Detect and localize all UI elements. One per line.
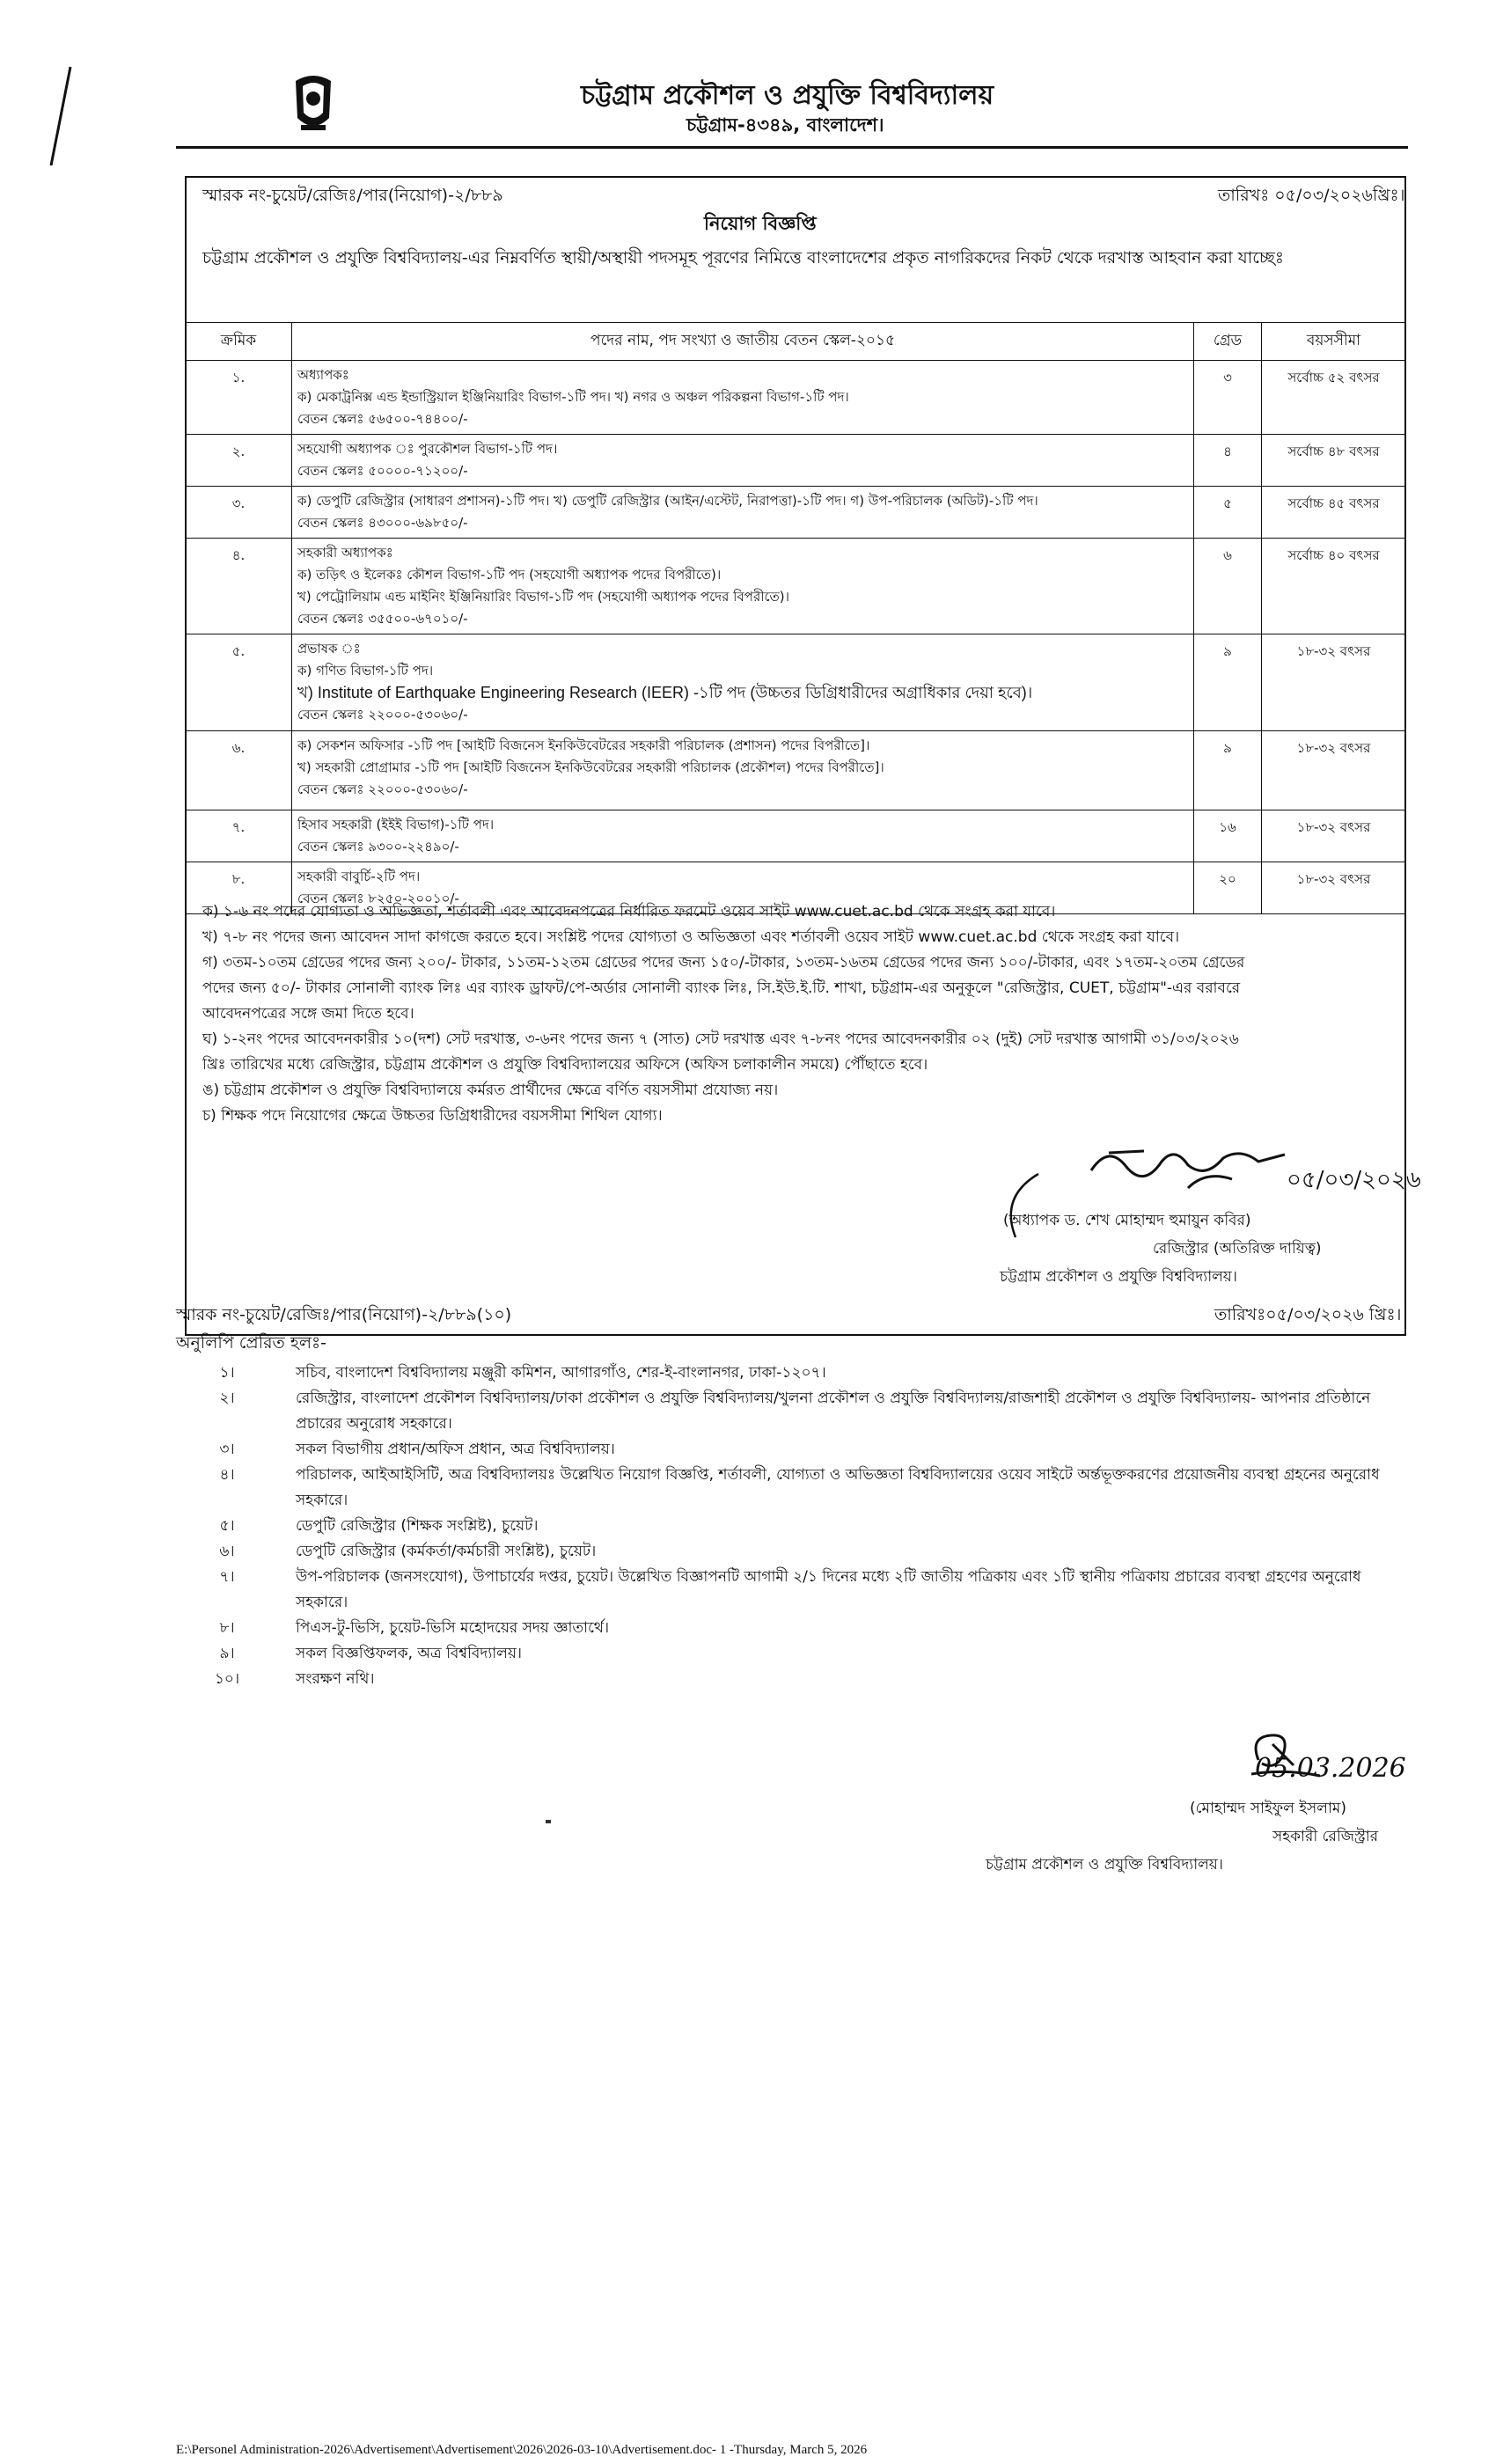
desc-line: অধ্যাপকঃ	[297, 367, 349, 383]
list-item	[176, 1360, 1417, 1386]
row-age-limit: ১৮-৩২ বৎসর	[1262, 862, 1406, 914]
list-item	[176, 1386, 1417, 1437]
desc-line: বেতন স্কেলঃ ২২০০০-৫৩০৬০/-	[297, 781, 468, 797]
desc-line: বেতন স্কেলঃ ৫৬৫০০-৭৪৪০০/-	[297, 411, 468, 427]
registrar-name: (অধ্যাপক ড. শেখ মোহাম্মদ হুমায়ুন কবির)	[1003, 1212, 1251, 1229]
list-item-text: উপ-পরিচালক (জনসংযোগ), উপাচার্যের দপ্তর, চুয়েট। উল্লেখিত বিজ্ঞাপনটি আগামী ২/১ দিনের মধ্যে ২টি জাতীয় পত্রিকায় এবং ১টি স্থানীয় পত্রিকায় প্রচারের ব্যবস্থা গ্রহণের অনুরোধ সহকারে।	[296, 1568, 1361, 1611]
desc-line: সহকারী বাবুর্চি-২টি পদ।	[297, 869, 421, 884]
list-item	[176, 1514, 1417, 1539]
registrar-signature-date: ০৫/০৩/২০২৬	[1287, 1167, 1421, 1193]
list-item-number: ৫।	[219, 1517, 235, 1535]
desc-line: হিসাব সহকারী (ইইই বিভাগ)-১টি পদ।	[297, 817, 495, 832]
row-age-limit: ১৮-৩২ বৎসর	[1262, 731, 1406, 810]
copy-heading: অনুলিপি প্রেরিত হলঃ-	[176, 1333, 326, 1353]
desc-line: প্রভাষক ঃ	[297, 641, 361, 656]
note-line: চ) শিক্ষক পদে নিয়োগের ক্ষেত্রে উচ্চতর ডিগ্রিধারীদের বয়সসীমা শিথিল যোগ্য।	[202, 1107, 663, 1125]
memo-date: তারিখঃ ০৫/০৩/২০২৬খ্রিঃ।	[1218, 186, 1405, 205]
list-item-text: সংরক্ষণ নথি।	[296, 1670, 375, 1688]
list-item	[176, 1667, 1417, 1692]
list-item-number: ৭।	[219, 1568, 235, 1586]
row-serial: ৮.	[186, 862, 292, 914]
list-item-text: ডেপুটি রেজিস্ট্রার (শিক্ষক সংশ্লিষ্ট), চুয়েট।	[296, 1517, 539, 1535]
row-description	[292, 361, 1194, 435]
row-age-limit: সর্বোচ্চ ৫২ বৎসর	[1262, 361, 1406, 435]
desc-line: বেতন স্কেলঃ ৩৫৫০০-৬৭০১০/-	[297, 611, 468, 627]
row-serial: ৭.	[186, 810, 292, 862]
desc-line: খ) পেট্রোলিয়াম এন্ড মাইনিং ইঞ্জিনিয়ারিং বিভাগ-১টি পদ (সহযোগী অধ্যাপক পদের বিপরীতে)।	[297, 589, 789, 605]
note-line: আবেদনপত্রের সঙ্গে জমা দিতে হবে।	[202, 1005, 414, 1023]
desc-line: সহযোগী অধ্যাপক ঃ পুরকৌশল বিভাগ-১টি পদ।	[297, 441, 558, 457]
row-serial: ৬.	[186, 731, 292, 810]
row-serial: ৩.	[186, 487, 292, 539]
row-grade: ৩	[1194, 361, 1262, 435]
list-item	[176, 1565, 1417, 1616]
note-line: খ্রিঃ তারিখের মধ্যে রেজিস্ট্রার, চট্টগ্রাম প্রকৌশল ও প্রযুক্তি বিশ্ববিদ্যালয়ের অফিসে (অফিস চলাকালীন সময়ে) পৌঁছাতে হবে।	[202, 1056, 928, 1074]
table-row	[186, 361, 1406, 435]
notice-intro: চট্টগ্রাম প্রকৌশল ও প্রযুক্তি বিশ্ববিদ্যালয়-এর নিম্নবর্ণিত স্থায়ী/অস্থায়ী পদসমূহ পূরণের নিমিত্তে বাংলাদেশের প্রকৃত নাগরিকদের নিকট থেকে দরখাস্ত আহবান করা যাচ্ছেঃ	[202, 248, 1284, 268]
desc-line: বেতন স্কেলঃ ৪৩০০০-৬৯৮৫০/-	[297, 515, 468, 531]
table-row	[186, 539, 1406, 634]
note-line: ঙ) চট্টগ্রাম প্রকৌশল ও প্রযুক্তি বিশ্ববিদ্যালয়ে কর্মরত প্রার্থীদের ক্ষেত্রে বর্ণিত বয়সসীমা প্রযোজ্য নয়।	[202, 1082, 779, 1099]
registrar-role: রেজিস্ট্রার (অতিরিক্ত দায়িত্ব)	[1153, 1240, 1322, 1258]
desc-line: খ) Institute of Earthquake Engineering Research (IEER) -১টি পদ (উচ্চতর ডিগ্রিধারীদের অগ্রাধিকার দেয়া হবে)।	[297, 684, 1033, 701]
table-row	[186, 731, 1406, 810]
row-grade: ২০	[1194, 862, 1262, 914]
note-line: ঘ) ১-২নং পদের আবেদনকারীর ১০(দশ) সেট দরখাস্ত, ৩-৬নং পদের জন্য ৭ (সাত) সেট দরখাস্ত এবং ৭-৮নং পদের আবেদনকারীর ০২ (দুই) সেট দরখাস্ত আগামী ৩১/০৩/২০২৬	[202, 1030, 1239, 1048]
desc-line: খ) সহকারী প্রোগ্রামার -১টি পদ [আইটি বিজনেস ইনকিউবেটরের সহকারী পরিচালক (প্রকৌশল) পদের বিপরীতে]।	[297, 759, 884, 775]
row-description	[292, 731, 1194, 810]
row-serial: ৫.	[186, 634, 292, 731]
assistant-registrar-name: (মোহাম্মদ সাইফুল ইসলাম)	[1190, 1800, 1346, 1817]
list-item-text: পিএস-টু-ভিসি, চুয়েট-ভিসি মহোদয়ের সদয় জ্ঞাতার্থে।	[296, 1619, 610, 1637]
row-grade: ১৬	[1194, 810, 1262, 862]
list-item	[176, 1463, 1417, 1514]
assistant-registrar-role: সহকারী রেজিস্ট্রার	[1272, 1828, 1379, 1845]
header-post-description: পদের নাম, পদ সংখ্যা ও জাতীয় বেতন স্কেল-২০১৫	[292, 323, 1194, 361]
row-description	[292, 539, 1194, 634]
list-item	[176, 1437, 1417, 1463]
list-item-text: রেজিস্ট্রার, বাংলাদেশ প্রকৌশল বিশ্ববিদ্যালয়/ঢাকা প্রকৌশল ও প্রযুক্তি বিশ্ববিদ্যালয়/খুলনা প্রকৌশল ও প্রযুক্তি বিশ্ববিদ্যালয়/রাজশাহী প্রকৌশল ও প্রযুক্তি বিশ্ববিদ্যালয়- আপনার প্রতিষ্ঠানে প্রচারের অনুরোধ সহকারে।	[296, 1390, 1371, 1433]
list-item	[176, 1616, 1417, 1641]
assistant-registrar-institution: চট্টগ্রাম প্রকৌশল ও প্রযুক্তি বিশ্ববিদ্যালয়।	[986, 1856, 1223, 1874]
desc-line: ক) গণিত বিভাগ-১টি পদ।	[297, 663, 434, 678]
university-name: চট্টগ্রাম প্রকৌশল ও প্রযুক্তি বিশ্ববিদ্যালয়	[581, 80, 994, 111]
registrar-institution: চট্টগ্রাম প্রকৌশল ও প্রযুক্তি বিশ্ববিদ্যালয়।	[1000, 1268, 1237, 1286]
row-grade: ৬	[1194, 539, 1262, 634]
row-serial: ১.	[186, 361, 292, 435]
list-item-text: ডেপুটি রেজিস্ট্রার (কর্মকর্তা/কর্মচারী সংশ্লিষ্ট), চুয়েট।	[296, 1543, 597, 1560]
desc-line: ক) তড়িৎ ও ইলেকঃ কৌশল বিভাগ-১টি পদ (সহযোগী অধ্যাপক পদের বিপরীতে)।	[297, 567, 722, 583]
header-age-limit: বয়সসীমা	[1262, 323, 1406, 361]
document-file-path: E:\Personel Administration-2026\Advertisement\Advertisement\2026\2026-03-10\Advertisement.doc- 1 -Thursday, March 5, 2026	[176, 2443, 868, 2457]
list-item-number: ৯।	[219, 1645, 235, 1662]
university-address: চট্টগ্রাম-৪৩৪৯, বাংলাদেশ।	[686, 114, 884, 136]
table-row	[186, 634, 1406, 731]
notice-title: নিয়োগ বিজ্ঞপ্তি	[704, 213, 817, 234]
note-line: খ) ৭-৮ নং পদের জন্য আবেদন সাদা কাগজে করতে হবে। সংশ্লিষ্ট পদের যোগ্যতা ও অভিজ্ঞতা এবং শর্তাবলী ওয়েব সাইট www.cuet.ac.bd থেকে সংগ্রহ করা যাবে।	[202, 928, 1180, 946]
list-item-number: ৬।	[219, 1543, 235, 1560]
table-header-row	[186, 323, 1406, 361]
pen-stroke-mark	[44, 63, 79, 169]
list-item	[176, 1539, 1417, 1565]
note-line: গ) ৩তম-১০তম গ্রেডের পদের জন্য ২০০/- টাকার, ১১তম-১২তম গ্রেডের পদের জন্য ১৫০/-টাকার, ১৩তম-১৬তম গ্রেডের পদের জন্য ১০০/-টাকার, এবং ১৭তম-২০তম গ্রেডের	[202, 954, 1245, 972]
list-item-number: ৮।	[219, 1619, 235, 1637]
row-age-limit: ১৮-৩২ বৎসর	[1262, 634, 1406, 731]
list-item-number: ১।	[219, 1364, 235, 1382]
list-item-text: সচিব, বাংলাদেশ বিশ্ববিদ্যালয় মঞ্জুরী কমিশন, আগারগাঁও, শের-ই-বাংলানগর, ঢাকা-১২০৭।	[296, 1364, 826, 1382]
row-grade: ৯	[1194, 634, 1262, 731]
desc-line: বেতন স্কেলঃ ২২০০০-৫৩০৬০/-	[297, 707, 468, 722]
header-serial: ক্রমিক	[186, 323, 292, 361]
posts-table	[185, 322, 1406, 914]
list-item-number: ৪।	[219, 1466, 235, 1484]
row-age-limit: সর্বোচ্চ ৪৮ বৎসর	[1262, 435, 1406, 487]
desc-line: ক) মেকাট্রনিক্স এন্ড ইন্ডাস্ট্রিয়াল ইঞ্জিনিয়ারিং বিভাগ-১টি পদ। খ) নগর ও অঞ্চল পরিকল্পনা বিভাগ-১টি পদ।	[297, 389, 849, 405]
row-grade: ৯	[1194, 731, 1262, 810]
row-grade: ৪	[1194, 435, 1262, 487]
row-description	[292, 435, 1194, 487]
assistant-registrar-signature-date: 05.03.2026	[1255, 1753, 1406, 1784]
terms-notes	[202, 899, 1399, 1129]
list-item-number: ১০।	[214, 1670, 240, 1688]
row-description	[292, 487, 1194, 539]
row-serial: ২.	[186, 435, 292, 487]
row-serial: ৪.	[186, 539, 292, 634]
row-age-limit: সর্বোচ্চ ৪০ বৎসর	[1262, 539, 1406, 634]
desc-line: বেতন স্কেলঃ ৯৩০০-২২৪৯০/-	[297, 839, 459, 854]
list-item-text: পরিচালক, আইআইসিটি, অত্র বিশ্ববিদ্যালয়ঃ উল্লেখিত নিয়োগ বিজ্ঞপ্তি, শর্তাবলী, যোগ্যতা ও অভিজ্ঞতা বিশ্ববিদ্যালয়ের ওয়েব সাইটে অর্ন্তভূক্তকরণের প্রয়োজনীয় ব্যবস্থা গ্রহনের অনুরোধ সহকারে।	[296, 1466, 1380, 1509]
row-grade: ৫	[1194, 487, 1262, 539]
copy-memo-number: স্মারক নং-চুয়েট/রেজিঃ/পার(নিয়োগ)-২/৮৮৯(১০)	[176, 1305, 512, 1324]
desc-line: বেতন স্কেলঃ ৮২৫০-২০০১০/-	[297, 891, 459, 906]
copy-recipient-list	[176, 1360, 1417, 1692]
table-row	[186, 487, 1406, 539]
list-item-text: সকল বিজ্ঞপ্তিফলক, অত্র বিশ্ববিদ্যালয়।	[296, 1645, 522, 1662]
desc-line: ক) ডেপুটি রেজিস্ট্রার (সাধারণ প্রশাসন)-১টি পদ। খ) ডেপুটি রেজিস্ট্রার (আইন/এস্টেট, নিরাপত্তা)-১টি পদ। গ) উপ-পরিচালক (অডিট)-১টি পদ।	[297, 493, 1038, 509]
university-logo-icon	[290, 69, 336, 136]
table-row	[186, 435, 1406, 487]
note-line: ক) ১-৬ নং পদের যোগ্যতা ও অভিজ্ঞতা, শর্তাবলী এবং আবেদনপত্রের নির্ধারিত ফরমেট ওয়েব সাইট www.cuet.ac.bd থেকে সংগ্রহ করা যাবে।	[202, 903, 1056, 920]
row-description	[292, 810, 1194, 862]
list-item	[176, 1641, 1417, 1667]
header-divider	[176, 146, 1408, 149]
note-line: পদের জন্য ৫০/- টাকার সোনালী ব্যাংক লিঃ এর ব্যাংক ড্রাফট/পে-অর্ডার সোনালী ব্যাংক লিঃ, সি.ইউ.ই.টি. শাখা, চট্টগ্রাম-এর অনুকূলে "রেজিস্ট্রার, CUET, চট্টগ্রাম"-এর বরাবরে	[202, 979, 1241, 997]
scan-speck	[546, 1820, 551, 1823]
header-grade: গ্রেড	[1194, 323, 1262, 361]
row-description	[292, 634, 1194, 731]
desc-line: বেতন স্কেলঃ ৫০০০০-৭১২০০/-	[297, 463, 468, 479]
copy-memo-date: তারিখঃ০৫/০৩/২০২৬ খ্রিঃ।	[1214, 1305, 1402, 1324]
list-item-number: ৩।	[219, 1441, 235, 1458]
table-row	[186, 810, 1406, 862]
row-age-limit: ১৮-৩২ বৎসর	[1262, 810, 1406, 862]
row-age-limit: সর্বোচ্চ ৪৫ বৎসর	[1262, 487, 1406, 539]
desc-line: ক) সেকশন অফিসার -১টি পদ [আইটি বিজনেস ইনকিউবেটরের সহকারী পরিচালক (প্রশাসন) পদের বিপরীতে]।	[297, 737, 870, 753]
desc-line: সহকারী অধ্যাপকঃ	[297, 545, 393, 561]
memo-number: স্মারক নং-চুয়েট/রেজিঃ/পার(নিয়োগ)-২/৮৮৯	[202, 186, 503, 205]
list-item-text: সকল বিভাগীয় প্রধান/অফিস প্রধান, অত্র বিশ্ববিদ্যালয়।	[296, 1441, 615, 1458]
list-item-number: ২।	[219, 1390, 235, 1407]
